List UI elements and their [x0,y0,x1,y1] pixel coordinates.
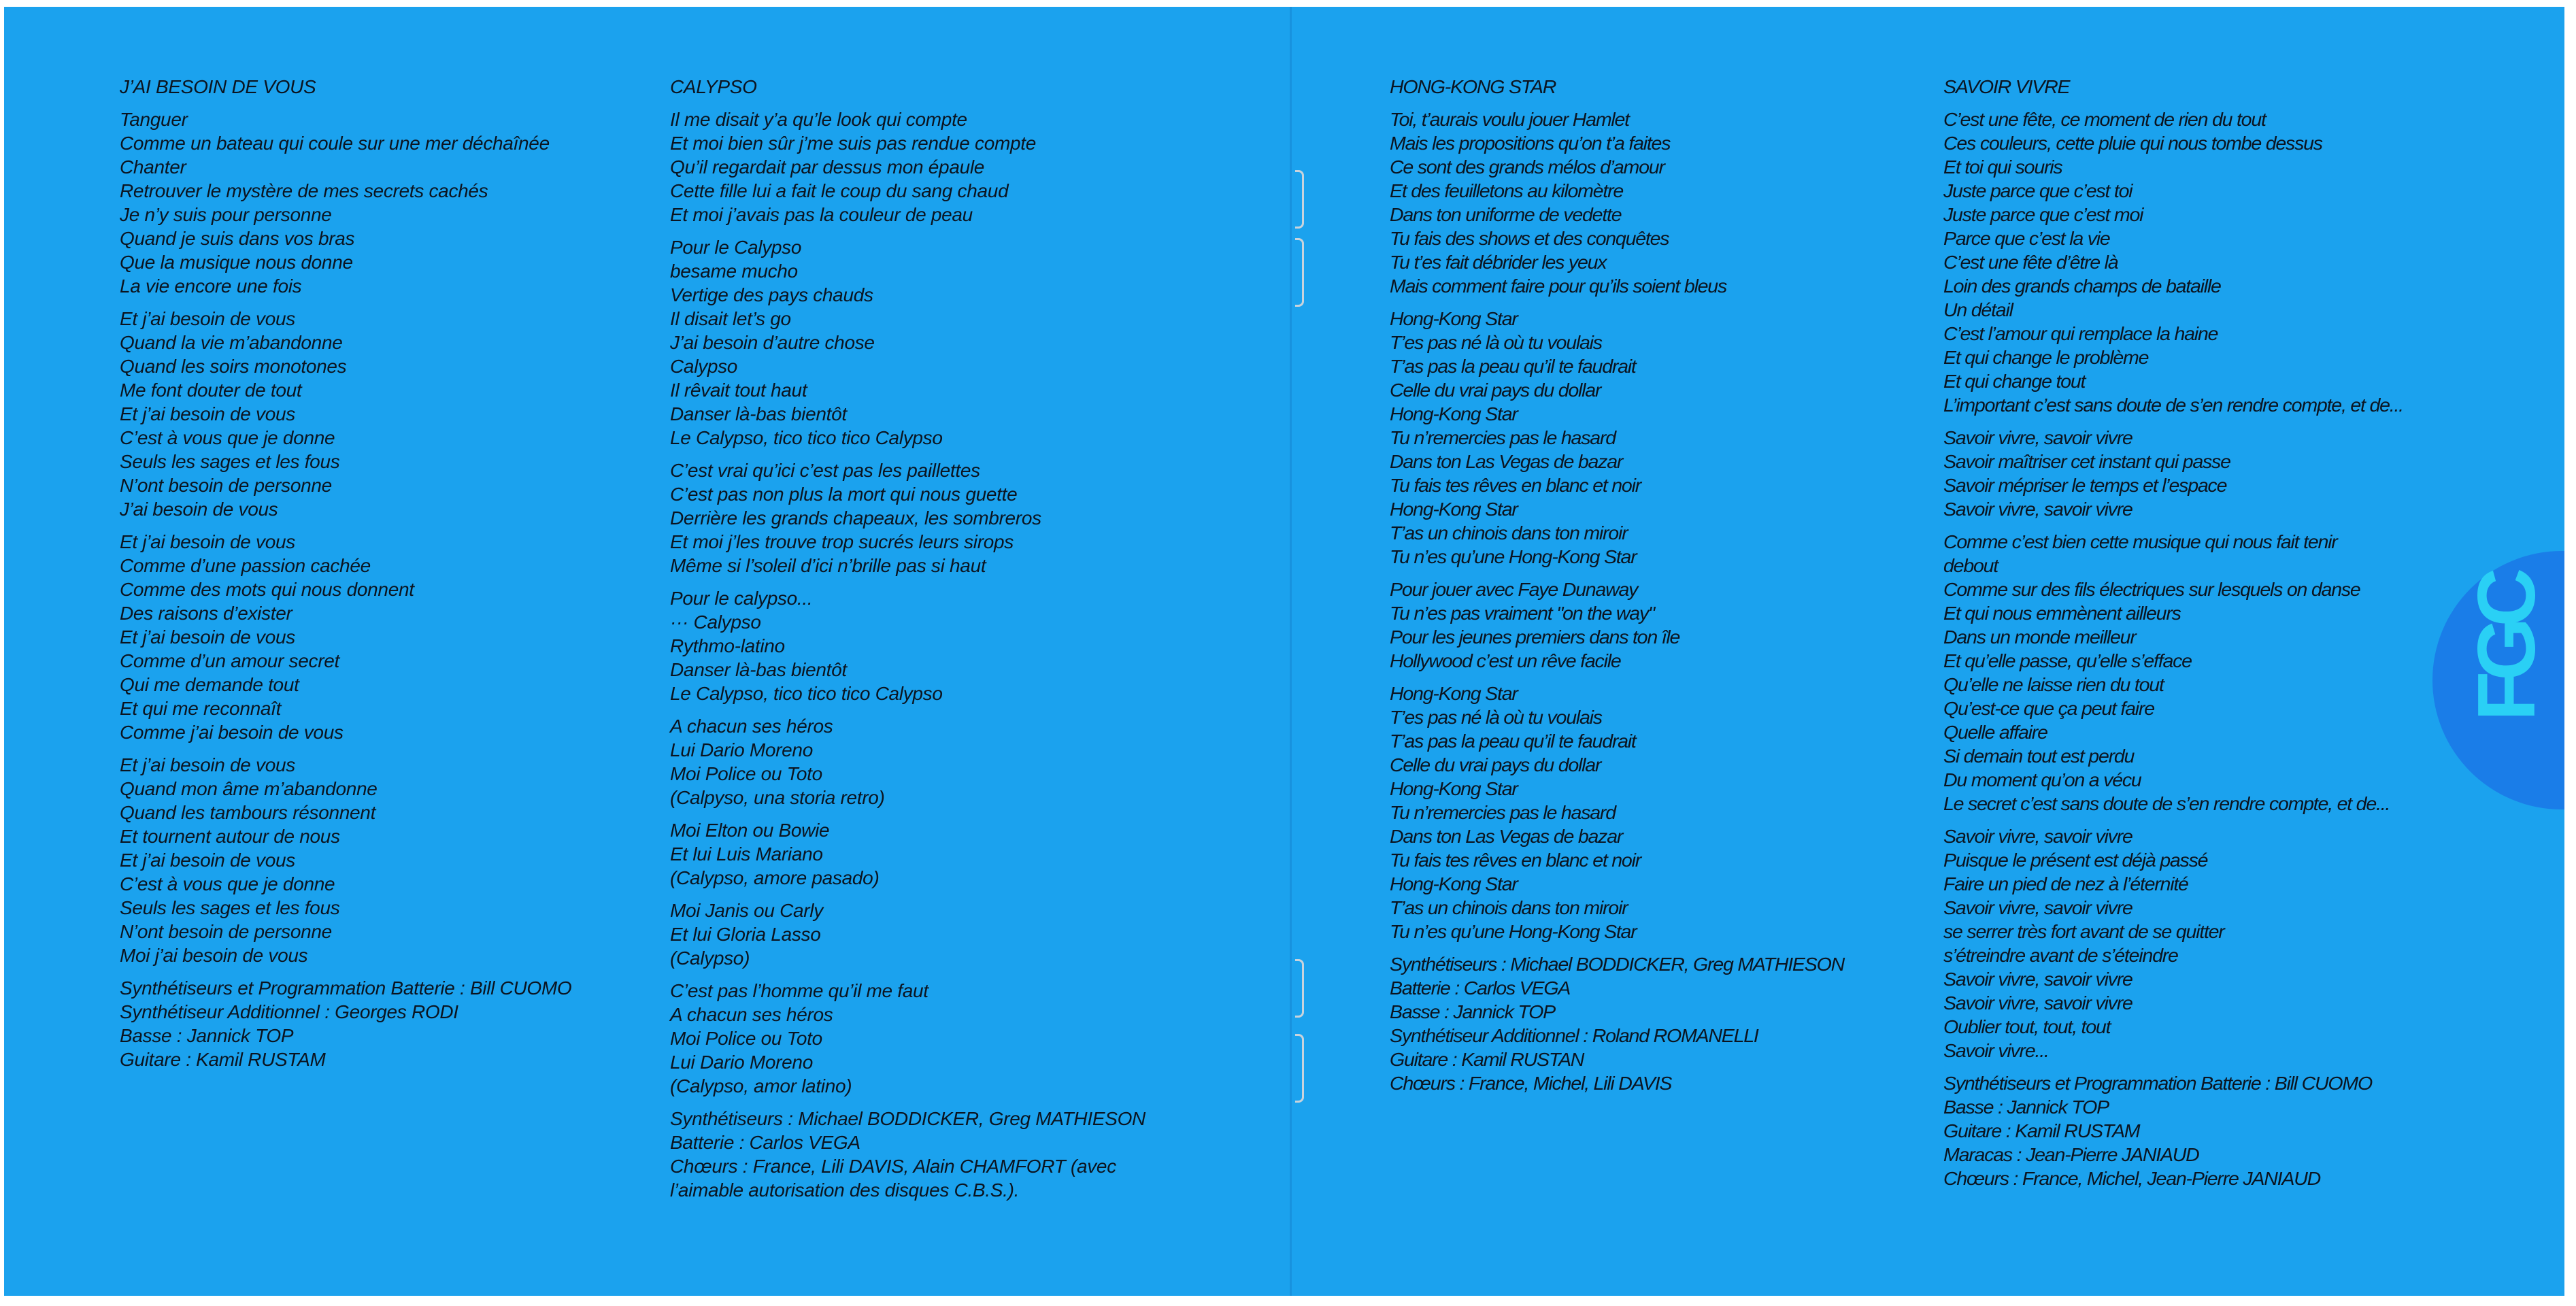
stanza [670,458,1145,577]
lyric-line: Vertige des pays chauds [670,284,873,305]
lyric-line: Celle du vrai pays du dollar [1390,380,1601,401]
lyric-line: Qu’il regardait par dessus mon épaule [670,156,985,178]
lyric-line: C’est vrai qu’ici c’est pas les paillettes [670,460,980,481]
lyric-line: Lui Dario Moreno [670,1052,813,1073]
lyric-line: Le Calypso, tico tico tico Calypso [670,427,943,448]
lyric-line: Et lui Luis Mariano [670,843,823,865]
lyric-line: Hollywood c’est un rêve facile [1390,650,1621,671]
lyric-line: Danser là-bas bientôt [670,659,847,680]
lyric-line: Comme d’un amour secret [120,650,340,671]
stanza [120,530,571,744]
credit-line: Batterie : Carlos VEGA [670,1132,860,1153]
lyric-line: Quand mon âme m’abandonne [120,778,378,799]
lyric-line: Et moi j’les trouve trop sucrés leurs sirops [670,531,1014,552]
lyric-line: Quand les soirs monotones [120,356,347,377]
stanza [1390,107,1844,298]
lyric-line: Il rêvait tout haut [670,380,807,401]
lyric-line: Calypso [670,356,738,377]
lyrics-column-jai-besoin-de-vous [120,75,571,1071]
credits-block [1943,1071,2403,1190]
lyric-line: Et toi qui souris [1943,156,2062,178]
lyric-line: Il disait let’s go [670,308,791,329]
stanza [670,714,1145,809]
song-title: J’AI BESOIN DE VOUS [120,76,316,97]
lyric-line: T’es pas né là où tu voulais [1390,332,1602,353]
lyric-line: Dans un monde meilleur [1943,626,2136,648]
lyric-line: C’est pas l’homme qu’il me faut [670,980,929,1001]
lyric-line: T’as un chinois dans ton miroir [1390,897,1628,918]
lyric-line: Et qui me reconnaît [120,698,282,719]
song-title: SAVOIR VIVRE [1943,76,2070,97]
lyric-line: s’étreindre avant de s’éteindre [1943,945,2178,966]
lyric-line: Et j’ai besoin de vous [120,754,296,775]
lyric-line: Faire un pied de nez à l’éternité [1943,873,2188,894]
staple [1295,238,1304,307]
lyric-line: Oublier tout, tout, tout [1943,1016,2111,1037]
lyric-line: Savoir vivre, savoir vivre [1943,969,2132,990]
credit-line: Maracas : Jean-Pierre JANIAUD [1943,1144,2199,1165]
stanza [670,586,1145,705]
lyric-line: Savoir vivre, savoir vivre [1943,897,2132,918]
lyric-line: L’important c’est sans doute de s’en rendre compte, et de... [1943,395,2403,416]
lyric-line: A chacun ses héros [670,1004,833,1025]
stanza [670,235,1145,450]
lyric-line: Retrouver le mystère de mes secrets cachés [120,180,488,201]
lyric-line: Hong-Kong Star [1390,308,1518,329]
lyric-line: Juste parce que c’est toi [1943,180,2132,201]
lyric-line: Tu n’es pas vraiment "on the way" [1390,603,1654,624]
lyric-line: Il me disait y’a qu’le look qui compte [670,109,967,130]
lyric-line: C’est l’amour qui remplace la haine [1943,323,2218,344]
lyric-line: T’as pas la peau qu’il te faudrait [1390,356,1636,377]
lyric-line: Comme j’ai besoin de vous [120,722,344,743]
lyric-line: Du moment qu’on a vécu [1943,769,2141,790]
lyric-line: Savoir vivre, savoir vivre [1943,499,2132,520]
lyric-line: N’ont besoin de personne [120,475,332,496]
lyric-line: C’est pas non plus la mort qui nous guette [670,484,1018,505]
lyric-line: Moi Janis ou Carly [670,900,823,921]
lyric-line: Si demain tout est perdu [1943,746,2135,767]
fgc-logo [2432,551,2564,809]
lyric-line: Et j’ai besoin de vous [120,850,296,871]
lyric-line: Savoir vivre, savoir vivre [1943,826,2132,847]
lyric-line: Me font douter de tout [120,380,302,401]
lyrics-column-calypso [670,75,1145,1202]
lyric-line: Tu n’remercies pas le hasard [1390,427,1616,448]
staple [1295,959,1304,1018]
lyric-line: Hong-Kong Star [1390,683,1518,704]
stanza [1943,426,2403,521]
lyric-line: Comme d’une passion cachée [120,555,371,576]
center-fold [1290,7,1292,1296]
stanza [120,753,571,967]
lyric-line: Hong-Kong Star [1390,873,1518,894]
lyric-line: Celle du vrai pays du dollar [1390,754,1601,775]
booklet-spread [4,7,2564,1296]
lyric-line: Juste parce que c’est moi [1943,204,2143,225]
credit-line: Synthétiseurs : Michael BODDICKER, Greg MATHIESON [670,1108,1145,1129]
lyric-line: Savoir vivre... [1943,1040,2049,1061]
lyric-line: J’ai besoin d’autre chose [670,332,875,353]
credit-line: Basse : Jannick TOP [120,1025,294,1046]
song-title: HONG-KONG STAR [1390,76,1556,97]
lyrics-column-hong-kong-star [1390,75,1844,1095]
lyric-line: Tu n’es qu’une Hong-Kong Star [1390,546,1637,567]
lyric-line: Pour jouer avec Faye Dunaway [1390,579,1638,600]
lyric-line: Même si l’soleil d’ici n’brille pas si haut [670,555,986,576]
lyric-line: Comme c’est bien cette musique qui nous fait tenir [1943,531,2337,552]
lyric-line: Loin des grands champs de bataille [1943,275,2221,297]
lyric-line: Tu t’es fait débrider les yeux [1390,252,1607,273]
lyric-line: Moi Police ou Toto [670,763,822,784]
lyric-line: ··· Calypso [670,612,761,633]
lyric-line: Moi Elton ou Bowie [670,820,830,841]
lyric-line: Seuls les sages et les fous [120,897,340,918]
lyric-line: Savoir mépriser le temps et l’espace [1943,475,2227,496]
lyric-line: debout [1943,555,1998,576]
lyric-line: se serrer très fort avant de se quitter [1943,921,2224,942]
lyric-line: Et j’ai besoin de vous [120,403,296,424]
lyric-line: Quand la vie m’abandonne [120,332,343,353]
lyric-line: Le secret c’est sans doute de s’en rendre compte, et de... [1943,793,2390,814]
lyric-line: (Calypso, amor latino) [670,1075,852,1096]
credit-line: Synthétiseurs : Michael BODDICKER, Greg MATHIESON [1390,954,1844,975]
lyric-line: Et j’ai besoin de vous [120,308,296,329]
lyric-line: Parce que c’est la vie [1943,228,2110,249]
lyric-line: besame mucho [670,261,798,282]
stanza [120,107,571,298]
lyric-line: Et lui Gloria Lasso [670,924,821,945]
lyric-line: Je n’y suis pour personne [120,204,332,225]
lyric-line: Quand les tambours résonnent [120,802,376,823]
lyric-line: Ces couleurs, cette pluie qui nous tombe dessus [1943,133,2322,154]
lyric-line: Mais comment faire pour qu’ils soient bleus [1390,275,1727,297]
lyric-line: Et des feuilletons au kilomètre [1390,180,1624,201]
lyric-line: C’est une fête, ce moment de rien du tout [1943,109,2266,130]
lyric-line: Dans ton uniforme de vedette [1390,204,1622,225]
lyric-line: Un détail [1943,299,2013,320]
lyric-line: Qu’elle ne laisse rien du tout [1943,674,2164,695]
lyric-line: Et qu’elle passe, qu’elle s’efface [1943,650,2192,671]
song-title: CALYPSO [670,76,757,97]
credit-line: Synthétiseur Additionnel : Roland ROMANELLI [1390,1025,1758,1046]
lyric-line: Cette fille lui a fait le coup du sang chaud [670,180,1009,201]
lyric-line: Tu fais tes rêves en blanc et noir [1390,850,1641,871]
credits-block [1390,952,1844,1095]
fgc-logo-mark [2432,551,2564,809]
lyric-line: Et moi j’avais pas la couleur de peau [670,204,973,225]
credit-line: Basse : Jannick TOP [1943,1096,2109,1118]
lyric-line: T’as pas la peau qu’il te faudrait [1390,731,1636,752]
credit-line: Basse : Jannick TOP [1390,1001,1555,1022]
lyric-line: (Calpyso, una storia retro) [670,787,885,808]
lyric-line: Le Calypso, tico tico tico Calypso [670,683,943,704]
lyric-line: Hong-Kong Star [1390,778,1518,799]
lyric-line: Hong-Kong Star [1390,403,1518,424]
lyric-line: Et moi bien sûr j’me suis pas rendue compte [670,133,1037,154]
lyric-line: La vie encore une fois [120,275,302,297]
lyrics-column-savoir-vivre [1943,75,2403,1190]
lyric-line: (Calypso) [670,948,750,969]
stanza [670,107,1145,227]
lyric-line: Pour le calypso... [670,588,813,609]
lyric-line: A chacun ses héros [670,716,833,737]
credits-block [670,1107,1145,1202]
lyric-line: Danser là-bas bientôt [670,403,847,424]
stanza [1390,682,1844,943]
lyric-line: Quand je suis dans vos bras [120,228,355,249]
lyric-line: Moi j’ai besoin de vous [120,945,308,966]
lyric-line: Comme sur des fils électriques sur lesquels on danse [1943,579,2360,600]
credit-line: Guitare : Kamil RUSTAM [1943,1120,2140,1141]
credit-line: Chœurs : France, Michel, Jean-Pierre JANIAUD [1943,1168,2321,1189]
lyric-line: Puisque le présent est déjà passé [1943,850,2208,871]
lyric-line: C’est à vous que je donne [120,873,335,894]
lyric-line: C’est à vous que je donne [120,427,335,448]
stanza [670,818,1145,890]
credit-line: Synthétiseurs et Programmation Batterie : Bill CUOMO [120,977,572,999]
credit-line: Chœurs : France, Lili DAVIS, Alain CHAMFORT (avec [670,1156,1116,1177]
lyric-line: Et qui change tout [1943,371,2086,392]
lyric-line: Savoir vivre, savoir vivre [1943,992,2132,1014]
credit-line: Chœurs : France, Michel, Lili DAVIS [1390,1073,1672,1094]
lyric-line: Hong-Kong Star [1390,499,1518,520]
lyric-line: Savoir vivre, savoir vivre [1943,427,2132,448]
stanza [1390,307,1844,569]
credit-line: Guitare : Kamil RUSTAM [120,1049,326,1070]
lyric-line: Comme des mots qui nous donnent [120,579,414,600]
lyric-line: T’as un chinois dans ton miroir [1390,522,1628,543]
lyric-line: Comme un bateau qui coule sur une mer déchaînée [120,133,550,154]
lyric-line: Des raisons d’exister [120,603,292,624]
credit-line: Batterie : Carlos VEGA [1390,977,1571,999]
lyric-line: Et j’ai besoin de vous [120,531,296,552]
lyric-line: Qu’est-ce que ça peut faire [1943,698,2154,719]
stanza [120,307,571,521]
lyric-line: Et tournent autour de nous [120,826,340,847]
lyric-line: Moi Police ou Toto [670,1028,822,1049]
lyric-line: Seuls les sages et les fous [120,451,340,472]
credit-line: Synthétiseur Additionnel : Georges RODI [120,1001,458,1022]
lyric-line: Chanter [120,156,186,178]
lyric-line: Mais les propositions qu’on t’a faites [1390,133,1671,154]
lyric-line: Ce sont des grands mélos d’amour [1390,156,1665,178]
lyric-line: Que la musique nous donne [120,252,353,273]
lyric-line: Qui me demande tout [120,674,299,695]
lyric-line: Derrière les grands chapeaux, les sombreros [670,507,1041,529]
lyric-line: Tu fais des shows et des conquêtes [1390,228,1669,249]
credit-line: Synthétiseurs et Programmation Batterie : Bill CUOMO [1943,1073,2372,1094]
staple [1295,170,1304,229]
credits-block [120,976,571,1071]
fgc-logo-text: FGC [2461,577,2552,721]
credit-line: l’aimable autorisation des disques C.B.S.). [670,1179,1020,1201]
stanza [1943,824,2403,1062]
lyric-line: C’est une fête d’être là [1943,252,2118,273]
staple [1295,1034,1304,1103]
lyric-line: T’es pas né là où tu voulais [1390,707,1602,728]
credit-line: Guitare : Kamil RUSTAN [1390,1049,1584,1070]
lyric-line: Tanguer [120,109,188,130]
stanza [1943,107,2403,417]
stanza [1943,530,2403,816]
lyric-line: Toi, t’aurais voulu jouer Hamlet [1390,109,1629,130]
lyric-line: Dans ton Las Vegas de bazar [1390,826,1623,847]
lyric-line: Tu n’remercies pas le hasard [1390,802,1616,823]
lyric-line: Et qui change le problème [1943,347,2149,368]
lyric-line: N’ont besoin de personne [120,921,332,942]
stanza [670,899,1145,970]
lyric-line: Tu fais tes rêves en blanc et noir [1390,475,1641,496]
lyric-line: Savoir maîtriser cet instant qui passe [1943,451,2230,472]
lyric-line: Tu n’es qu’une Hong-Kong Star [1390,921,1637,942]
lyric-line: (Calypso, amore pasado) [670,867,880,888]
lyric-line: Et j’ai besoin de vous [120,626,296,648]
lyric-line: Lui Dario Moreno [670,739,813,760]
lyric-line: Pour les jeunes premiers dans ton île [1390,626,1680,648]
lyric-line: Quelle affaire [1943,722,2047,743]
lyric-line: Rythmo-latino [670,635,785,656]
lyric-line: Et qui nous emmènent ailleurs [1943,603,2181,624]
stanza [670,979,1145,1098]
lyric-line: Pour le Calypso [670,237,802,258]
stanza [1390,577,1844,673]
lyric-line: Dans ton Las Vegas de bazar [1390,451,1623,472]
lyric-line: J’ai besoin de vous [120,499,278,520]
